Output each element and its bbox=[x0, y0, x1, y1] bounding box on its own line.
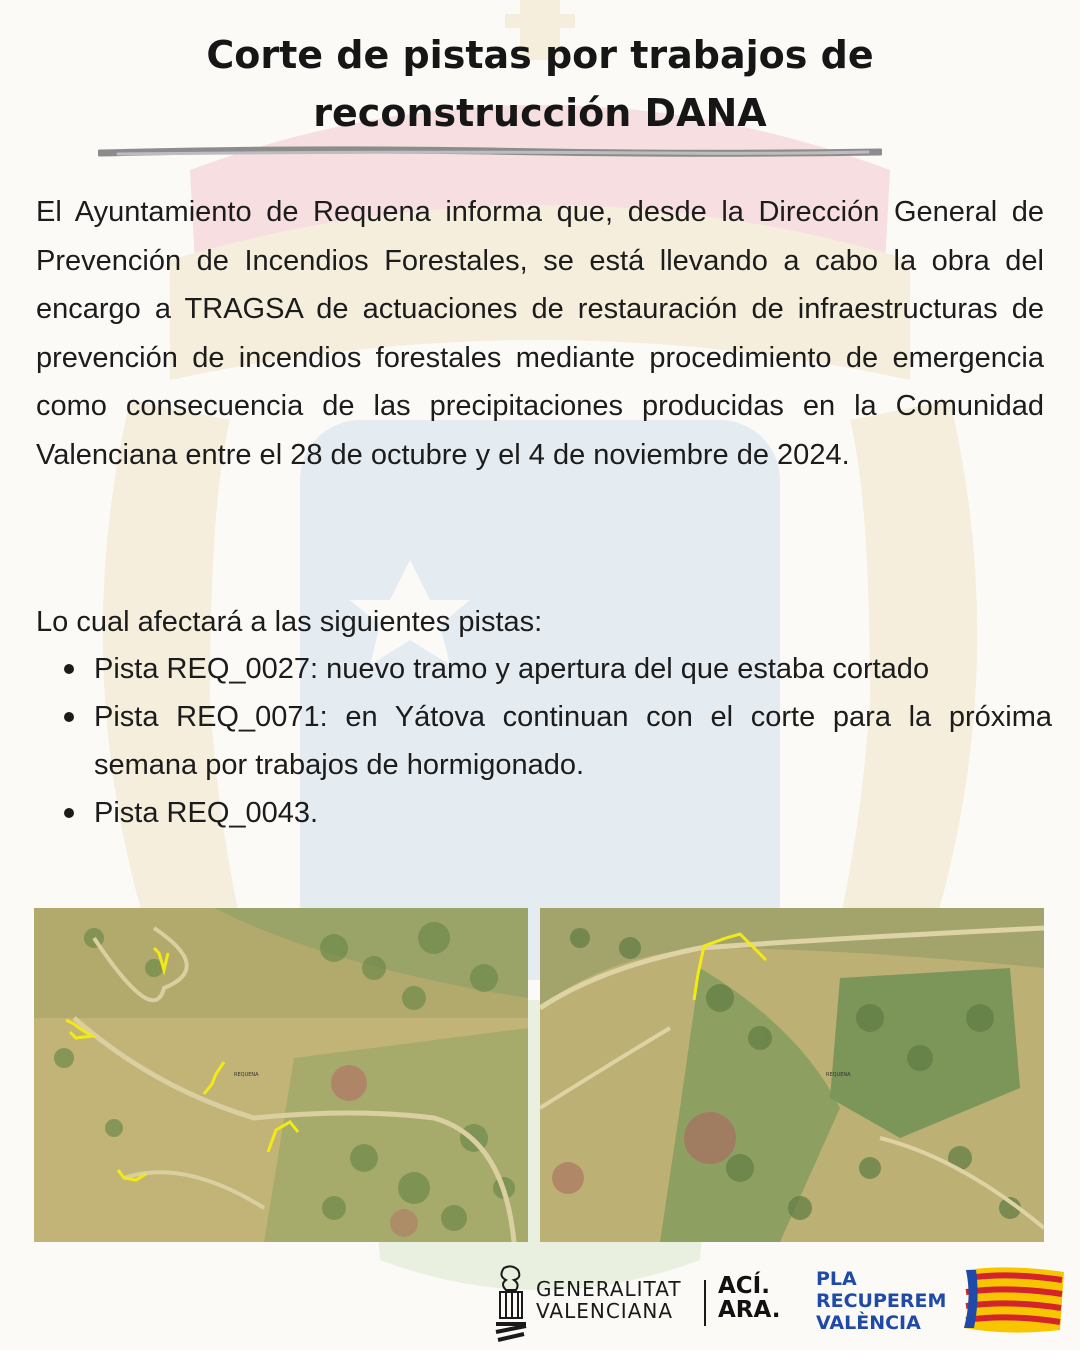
aerial-photo-req-0071 bbox=[540, 908, 1044, 1242]
aerial-photo-req-0027 bbox=[34, 908, 528, 1242]
aci-line-1: ACÍ. bbox=[718, 1273, 770, 1299]
pla-line-3: VALÈNCIA bbox=[816, 1312, 921, 1334]
pla-recuperem-logo bbox=[816, 1268, 946, 1334]
footer-logos bbox=[0, 1256, 1080, 1350]
affected-roads-intro: Lo cual afectará a las siguientes pistas: bbox=[36, 606, 543, 638]
aci-line-2: ARA. bbox=[718, 1297, 781, 1323]
list-item-text: Pista REQ_0071: en Yátova continuan con el corte para la próxima semana por trabajos de hormigonado. bbox=[94, 701, 1052, 781]
map-label: REQUENA bbox=[826, 1072, 851, 1078]
bullet-icon bbox=[64, 712, 74, 722]
title-line-2: reconstrucción DANA bbox=[313, 91, 767, 135]
pla-line-2: RECUPEREM bbox=[816, 1290, 947, 1312]
gv-line-1: GENERALITAT bbox=[536, 1277, 682, 1301]
generalitat-valenciana-logo bbox=[536, 1278, 682, 1322]
page-title bbox=[60, 26, 1020, 142]
list-item bbox=[36, 645, 1052, 693]
map-label: REQUENA bbox=[234, 1072, 259, 1078]
affected-roads-list bbox=[36, 645, 1052, 837]
title-line-1: Corte de pistas por trabajos de bbox=[206, 33, 874, 77]
senyera-flag-icon bbox=[960, 1264, 1066, 1336]
gv-line-2: VALENCIANA bbox=[536, 1299, 674, 1323]
bullet-icon bbox=[64, 808, 74, 818]
pla-line-1: PLA bbox=[816, 1268, 857, 1290]
list-item bbox=[36, 693, 1052, 789]
title-underline bbox=[98, 146, 882, 160]
bullet-icon bbox=[64, 664, 74, 674]
list-item bbox=[36, 789, 1052, 837]
list-item-text: Pista REQ_0027: nuevo tramo y apertura del que estaba cortado bbox=[94, 653, 930, 685]
logo-divider bbox=[704, 1280, 706, 1326]
generalitat-emblem-icon bbox=[494, 1264, 528, 1344]
list-item-text: Pista REQ_0043. bbox=[94, 797, 319, 829]
aci-ara-logo bbox=[718, 1274, 780, 1322]
announcement-paragraph: El Ayuntamiento de Requena informa que, desde la Dirección General de Prevención de Incendios Forestales, se está llevando a cabo la obra del encargo a TRAGSA de actuaciones de restauración de infraestructuras de prevención de incendios forestales mediante procedimiento de emergencia como consecuencia de las precipitaciones producidas en la Comunidad Valenciana entre el 28 de octubre y el 4 de noviembre de 2024. bbox=[36, 196, 1044, 471]
